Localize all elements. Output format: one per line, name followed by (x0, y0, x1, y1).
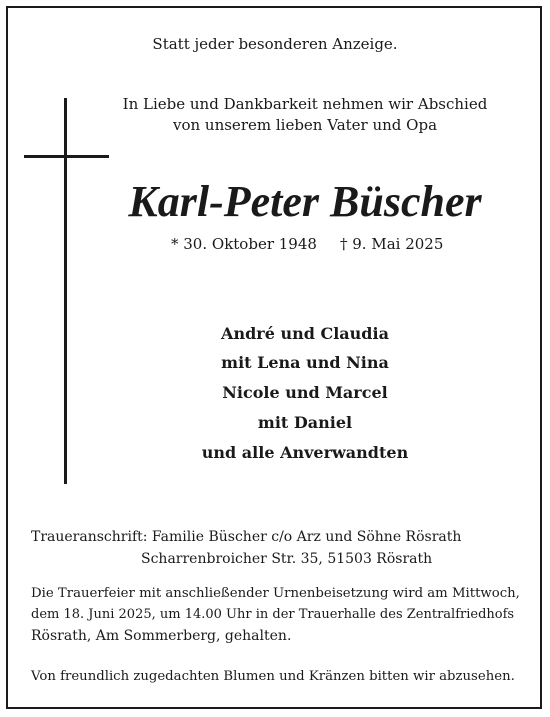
family-line: mit Daniel (257, 413, 353, 432)
family-line: André und Claudia (221, 324, 389, 343)
farewell-line-1: In Liebe und Dankbarkeit nehmen wir Abschied (122, 95, 488, 113)
death-date: † 9. Mai 2025 (340, 235, 444, 253)
farewell-line-2: von unserem lieben Vater und Opa (172, 116, 438, 134)
family-line: mit Lena und Nina (221, 353, 389, 372)
ceremony-line-1: Die Trauerfeier mit anschließender Urnenbeisetzung wird am Mittwoch, (31, 586, 520, 601)
ceremony-line-3: Rösrath, Am Sommerberg, gehalten. (31, 628, 292, 644)
family-line: Nicole und Marcel (222, 383, 388, 402)
address-line-1: Traueranschrift: Familie Büscher c/o Arz und Söhne Rösrath (31, 529, 462, 545)
address-line-2: Scharrenbroicher Str. 35, 51503 Rösrath (141, 551, 433, 567)
family-line: und alle Anverwandten (201, 443, 409, 462)
cross-icon-bar (24, 155, 109, 158)
ceremony-line-2: dem 18. Juni 2025, um 14.00 Uhr in der Trauerhalle des Zentralfriedhofs (31, 607, 515, 622)
flowers-note: Von freundlich zugedachten Blumen und Kränzen bitten wir abzusehen. (31, 669, 515, 684)
deceased-name: Karl-Peter Büscher (128, 177, 482, 226)
intro-text: Statt jeder besonderen Anzeige. (152, 35, 398, 53)
birth-date: * 30. Oktober 1948 (171, 235, 317, 253)
